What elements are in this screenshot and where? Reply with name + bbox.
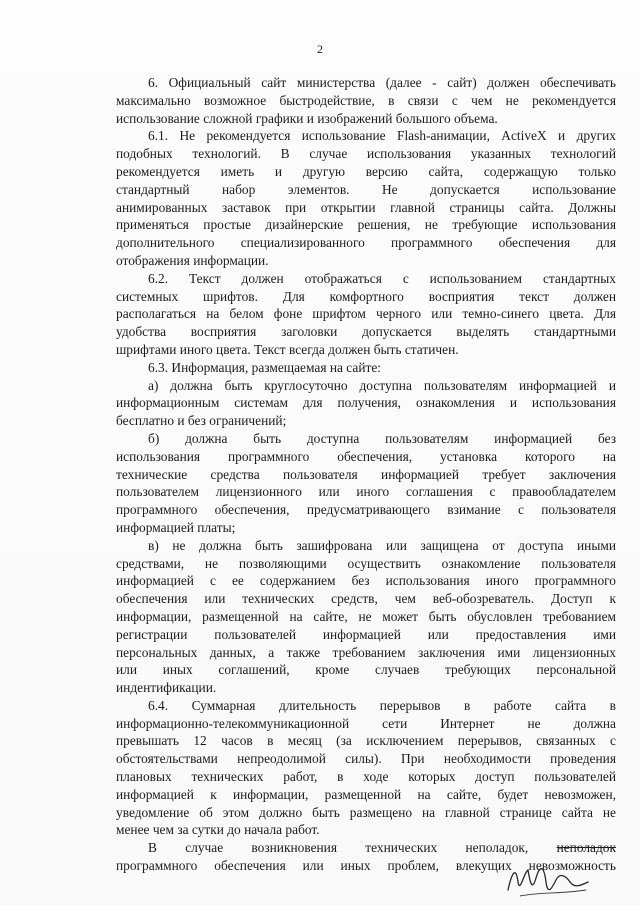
- text-line: индентификации.: [116, 680, 217, 696]
- text-line: шрифтами иного цвета. Текст всегда должен быть статичен.: [116, 341, 459, 357]
- text-line: уведомление об этом должно быть размещено на главной странице сайта не: [116, 804, 616, 820]
- document-body: [116, 74, 616, 875]
- text-line: В случае возникновения технических неполадок, неполадок: [148, 840, 616, 856]
- text-line: информационным системам для получения, ознакомления и использования: [116, 395, 616, 411]
- text-line: информацией платы;: [116, 519, 236, 535]
- text-line: информацией с ее содержанием без использования иного программного: [116, 573, 616, 589]
- text-line: использования программного обеспечения, установка которого на: [116, 448, 616, 464]
- text-line: 6.2. Текст должен отображаться с использованием стандартных: [148, 270, 616, 286]
- text-line: стандартный набор элементов. Не допускается использование: [116, 181, 616, 197]
- struck-word: неполадок: [556, 840, 616, 856]
- text-line: б) должна быть доступна пользователям информацией без: [148, 430, 616, 446]
- text-line: 6.3. Информация, размещаемая на сайте:: [148, 359, 382, 375]
- page-number: 2: [317, 42, 323, 56]
- text-line: использование сложной графики и изображений большого объема.: [116, 110, 498, 126]
- text-line: применяться простые дизайнерские решения, не требующие использования: [116, 217, 616, 233]
- text-line: 6. Официальный сайт министерства (далее - сайт) должен обеспечивать: [148, 75, 616, 90]
- text-line: информационно-телекоммуникационной сети Интернет не должна: [116, 715, 616, 731]
- text-line: или иных соглашений, кроме случаев требующих персональной: [116, 662, 616, 678]
- text-line: удобства восприятия заголовки допускается выделять стандартными: [116, 324, 616, 340]
- text-line: располагаться на белом фоне шрифтом черного или темно-синего цвета. Для: [116, 306, 616, 322]
- text-line: а) должна быть круглосуточно доступна пользователям информацией и: [148, 377, 616, 393]
- text-line: технические средства пользователя информацией требует заключения: [116, 466, 616, 482]
- text-line: бесплатно и без ограничений;: [116, 413, 287, 429]
- text-line: отображения информации.: [116, 252, 269, 268]
- text-line: менее чем за сутки до начала работ.: [116, 822, 320, 838]
- text-line: 6.1. Не рекомендуется использование Flash-анимации, ActiveX и других: [148, 128, 616, 144]
- text-line: обеспечения или технических средств, чем веб-обозреватель. Доступ к: [116, 591, 616, 607]
- text-line: анимированных заставок при открытии главной страницы сайта. Должны: [116, 199, 616, 215]
- text-line: в) не должна быть зашифрована или защищена от доступа иными: [148, 537, 616, 553]
- text-line: максимально возможное быстродействие, в связи с чем не рекомендуется: [116, 92, 616, 108]
- text-line: системных шрифтов. Для комфортного восприятия текст должен: [116, 288, 616, 304]
- text-line: обстоятельствами непреодолимой силы). При необходимости проведения: [116, 751, 616, 767]
- text-line: рекомендуется иметь и другую версию сайта, содержащую только: [116, 163, 616, 179]
- text-line: программного обеспечения, предусматривающего взимание с пользователя: [116, 502, 616, 518]
- text-line: информации, размещенной на сайте, не может быть обусловлен требованием: [116, 608, 616, 624]
- text-line: программного обеспечения или иных проблем, влекущих невозможность: [116, 858, 616, 874]
- text-line: информацией к информации, размещенной на сайте, будет невозможен,: [116, 786, 616, 802]
- text-line: средствами, не позволяющими осуществить ознакомление пользователя: [116, 555, 616, 571]
- text-line: дополнительного специализированного программного обеспечения для: [116, 235, 616, 251]
- text-line: плановых технических работ, в ходе которых доступ пользователей: [116, 769, 616, 785]
- text-line: пользователем лицензионного или иного соглашения с правообладателем: [116, 484, 616, 500]
- text-line: регистрации пользователей информацией или предоставления ими: [116, 626, 616, 642]
- text-line: персональных данных, а также требованием заключения ими лицензионных: [116, 644, 616, 660]
- text-line: подобных технологий. В случае использования указанных технологий: [116, 146, 616, 162]
- handwritten-signature: [500, 852, 595, 902]
- text-line: 6.4. Суммарная длительность перерывов в работе сайта в: [148, 697, 616, 713]
- text-line: превышать 12 часов в месяц (за исключением перерывов, связанных с: [116, 733, 616, 749]
